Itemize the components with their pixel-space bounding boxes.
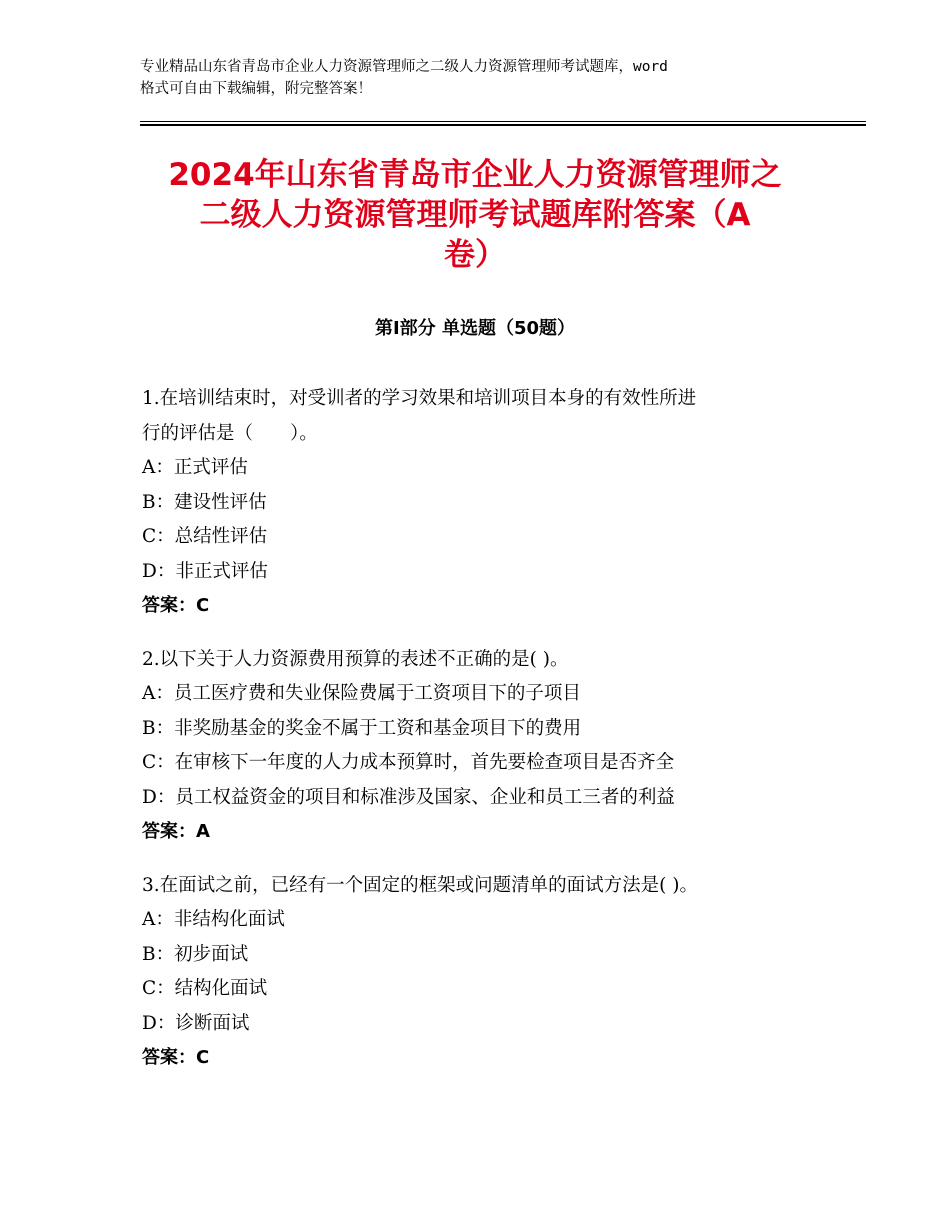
option-b: B：非奖励基金的奖金不属于工资和基金项目下的费用 (142, 717, 582, 739)
option-a: A：员工医疗费和失业保险费属于工资项目下的子项目 (142, 683, 581, 704)
title-line: 2024年山东省青岛市企业人力资源管理师之 (168, 157, 782, 193)
section-heading: 第Ⅰ部分 单选题（50题） (374, 318, 575, 339)
question-list (142, 382, 822, 1095)
header-note-line: 专业精品山东省青岛市企业人力资源管理师之二级人力资源管理师考试题库，word (140, 59, 668, 75)
question-1 (142, 382, 822, 624)
option-b: B：初步面试 (142, 943, 249, 965)
option-c: C：结构化面试 (142, 978, 268, 999)
title-line: 二级人力资源管理师考试题库附答案（A (199, 197, 751, 233)
question-stem: 2.以下关于人力资源费用预算的表述不正确的是( )。 (142, 648, 569, 670)
option-c: C：在审核下一年度的人力成本预算时，首先要检查项目是否齐全 (142, 752, 675, 773)
option-c: C：总结性评估 (142, 526, 268, 547)
option-a: A：非结构化面试 (142, 909, 285, 930)
title-line: 卷） (444, 237, 506, 273)
option-b: B：建设性评估 (142, 491, 267, 513)
question-2 (142, 643, 822, 850)
answer-label: 答案：C (142, 1047, 210, 1068)
header-divider (140, 121, 866, 126)
header-note (140, 56, 820, 100)
document-title (110, 155, 840, 275)
option-d: D：员工权益资金的项目和标准涉及国家、企业和员工三者的利益 (142, 786, 675, 808)
option-d: D：诊断面试 (142, 1012, 250, 1034)
question-stem: 3.在面试之前，已经有一个固定的框架或问题清单的面试方法是( )。 (142, 874, 698, 896)
answer-label: 答案：C (142, 595, 210, 616)
question-3 (142, 869, 822, 1076)
option-a: A：正式评估 (142, 457, 248, 478)
header-note-line: 格式可自由下载编辑，附完整答案！ (140, 81, 372, 97)
option-d: D：非正式评估 (142, 560, 268, 582)
answer-label: 答案：A (142, 821, 210, 842)
question-stem: 行的评估是（ ）。 (142, 422, 318, 444)
question-stem: 1.在培训结束时，对受训者的学习效果和培训项目本身的有效性所进 (142, 388, 697, 409)
